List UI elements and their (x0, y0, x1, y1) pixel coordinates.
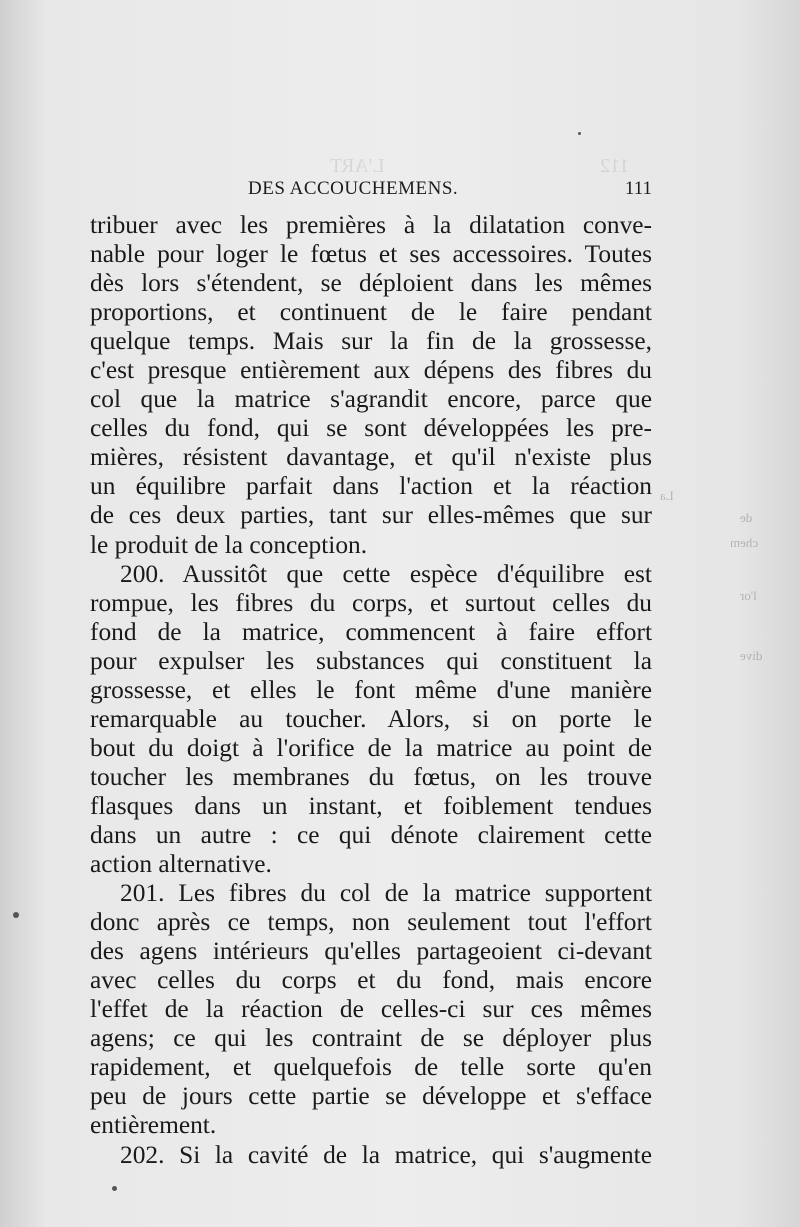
text-line: remarquable au toucher. Alors, si on porte le (90, 704, 652, 733)
text-line: proportions, et continuent de le faire pendant (90, 298, 652, 327)
text-line: action alternative. (90, 850, 272, 879)
text-line: dès lors s'étendent, se déploient dans les mêmes (90, 269, 652, 298)
text-line: flasques dans un instant, et foiblement tendues (90, 791, 652, 820)
text-line: l'effet de la réaction de celles-ci sur ces mêmes (90, 995, 652, 1024)
text-line: col que la matrice s'agrandit encore, parce que (90, 385, 652, 414)
text-line: grossesse, et elles le font même d'une manière (90, 675, 652, 704)
text-line: des agens intérieurs qu'elles partageoient ci-devant (90, 937, 652, 966)
paper-speck (578, 132, 581, 135)
facing-page-edge-text: dive (740, 648, 763, 663)
text-line: fond de la matrice, commencent à faire effort (90, 617, 652, 646)
paragraph-200-start: 200. Aussitôt que cette espèce d'équilibre est (120, 559, 652, 588)
text-line: c'est presque entièrement aux dépens des fibres du (90, 356, 652, 385)
text-line: peu de jours cette partie se développe et s'efface (90, 1082, 652, 1111)
running-header (90, 178, 652, 202)
text-line: un équilibre parfait dans l'action et la réaction (90, 472, 652, 501)
text-line: de ces deux parties, tant sur elles-mêmes que sur (90, 501, 652, 530)
running-title: DES ACCOUCHEMENS. (248, 178, 459, 199)
text-line: bout du doigt à l'orifice de la matrice au point de (90, 733, 652, 762)
text-line: rapidement, et quelquefois de telle sorte qu'en (90, 1053, 652, 1082)
facing-page-edge-text: l'or (740, 588, 757, 603)
paragraph-201-start: 201. Les fibres du col de la matrice supportent (120, 879, 652, 908)
paper-speck (112, 1186, 117, 1191)
show-through-text: L'ART (330, 155, 385, 177)
text-line: agens; ce qui les contraint de se déployer plus (90, 1024, 652, 1053)
text-line: dans un autre : ce qui dénote clairement cette (90, 820, 652, 849)
body-text (90, 211, 652, 1170)
text-line: mières, résistent davantage, et qu'il n'existe plus (90, 443, 652, 472)
facing-page-edge-text: La (660, 488, 674, 503)
text-line: nable pour loger le fœtus et ses accessoires. Toutes (90, 240, 652, 269)
text-line: pour expulser les substances qui constituent la (90, 646, 652, 675)
text-line: avec celles du corps et du fond, mais encore (90, 966, 652, 995)
text-line: tribuer avec les premières à la dilatation conve- (90, 211, 652, 239)
paragraph-202-start: 202. Si la cavité de la matrice, qui s'augmente (120, 1140, 652, 1169)
facing-page-edge-text: chem (730, 535, 759, 550)
text-line: rompue, les fibres du corps, et surtout celles du (90, 588, 652, 617)
text-line: entièrement. (90, 1111, 217, 1140)
text-line: toucher les membranes du fœtus, on les trouve (90, 762, 652, 791)
text-line: le produit de la conception. (90, 530, 368, 559)
text-line: donc après ce temps, non seulement tout l'effort (90, 908, 652, 937)
show-through-page-number: 112 (600, 155, 630, 177)
paper-speck (13, 912, 19, 918)
text-line: quelque temps. Mais sur la fin de la grossesse, (90, 327, 652, 356)
page-number: 111 (624, 178, 652, 199)
facing-page-edge-text: de (740, 510, 753, 525)
text-line: celles du fond, qui se sont développées les pre- (90, 414, 652, 443)
